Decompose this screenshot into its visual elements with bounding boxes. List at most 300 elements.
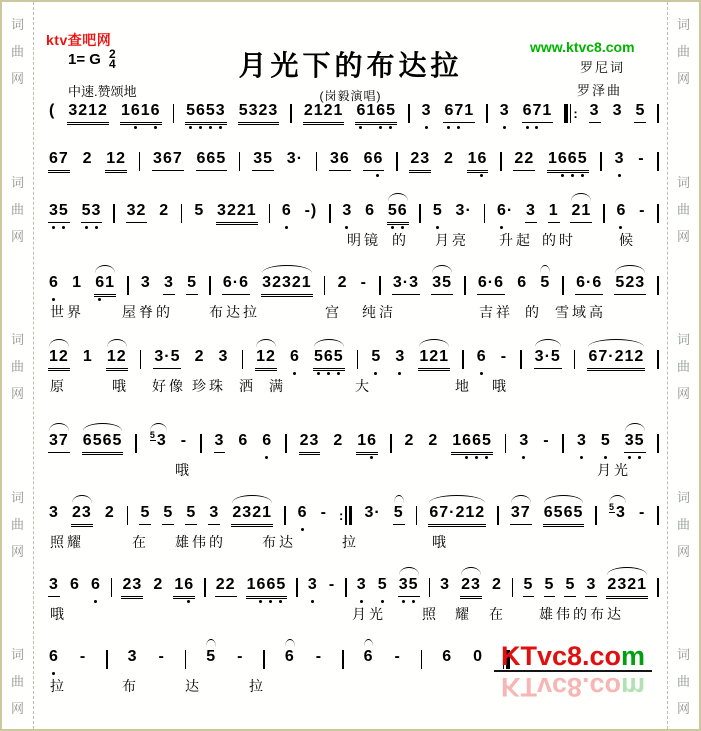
dash-note: - (328, 576, 336, 593)
note-group: 3212 (67, 102, 109, 125)
barline-thin (657, 151, 659, 171)
note-group: 5653 (185, 102, 227, 125)
note-group: 5 (185, 504, 197, 525)
barline-thin (185, 649, 187, 669)
note-group: 16 (467, 150, 489, 173)
note-group: 2 (333, 432, 344, 449)
note-group: 32 (126, 202, 148, 223)
note-group: 6 (363, 648, 375, 668)
lyric-word: 雪域高 (555, 304, 606, 320)
note-group: 5 (162, 504, 174, 525)
lyric-word: 拉 (50, 678, 67, 694)
note-group: 6 (262, 432, 273, 449)
note-group: 3 (48, 576, 60, 597)
barline-thin (379, 275, 381, 295)
note-group: 6 (69, 576, 80, 593)
barline-thin (181, 203, 183, 223)
note-group: 1665 (547, 150, 589, 173)
lyric-word: 照耀 (50, 534, 84, 550)
barline-thin (290, 103, 292, 123)
lyric-word: 的 (525, 304, 542, 320)
side-watermark-char: 曲 (676, 359, 690, 374)
side-watermark-char: 曲 (676, 516, 690, 532)
lyric-word: 世界 (50, 304, 84, 320)
lyric-word: 候 (619, 232, 636, 248)
note-group: 5 (564, 576, 576, 597)
barline-thin (408, 103, 410, 123)
dash-note: - (79, 648, 87, 665)
notes-row (48, 576, 659, 602)
side-watermark-text (2, 172, 33, 245)
barline-thin (263, 649, 265, 669)
note-group: 3 (612, 102, 623, 119)
dash-note: - (639, 504, 646, 521)
logo-m: m (621, 641, 646, 671)
side-watermark-char: 曲 (10, 359, 24, 374)
note-group: 1 (72, 274, 82, 291)
note-group: 16 (356, 432, 378, 455)
note-group: 6565 (543, 504, 585, 527)
note-group: 2 (104, 504, 115, 521)
lyric-word: 拉 (249, 678, 266, 694)
lyric-word: 耀 (455, 606, 472, 622)
note-group: 6 (284, 648, 296, 668)
lyric-word: 雄伟的 (175, 534, 226, 550)
notes-row (48, 102, 659, 128)
barline-thin (600, 151, 602, 171)
lyric-word: 布达拉 (209, 304, 260, 320)
lyric-word: 屋脊的 (122, 304, 173, 320)
note-group: 1 (548, 202, 560, 223)
note-group: 37 (510, 504, 532, 525)
note-group: 3 (163, 274, 175, 295)
performer-credit: (岗毅演唱) (319, 89, 382, 103)
side-watermark-char: 词 (10, 647, 24, 662)
side-watermark-char: 曲 (10, 201, 24, 217)
note-group: 2 (337, 274, 348, 291)
note-group: 37 (48, 432, 70, 453)
barline-thin (657, 349, 659, 369)
note-group: 2 (194, 348, 205, 365)
lyric-word: 原 (50, 378, 67, 394)
note-group: -) (304, 202, 318, 219)
note-group: 6 (616, 202, 627, 219)
barline-thin (329, 203, 331, 223)
dash-note: - (543, 432, 550, 449)
note-group: 22 (215, 576, 237, 597)
note-group: 6 (517, 274, 528, 291)
note-group: 3 (499, 102, 510, 119)
side-watermark-char: 词 (10, 489, 24, 505)
barline-thin (127, 275, 129, 295)
side-watermark-char: 网 (676, 386, 690, 401)
note-group: 23 (460, 576, 482, 599)
barline-thin (113, 203, 115, 223)
barline-thin (562, 275, 564, 295)
notes-row (48, 150, 659, 176)
side-watermark-text (2, 487, 33, 560)
barline-thin (520, 349, 522, 369)
note-group: 6 (49, 648, 59, 665)
barline-thin (574, 349, 576, 369)
lyric-word: 在 (489, 606, 506, 622)
note-group: 21 (570, 202, 592, 223)
note-group: 2321 (231, 504, 273, 527)
dash-note: - (394, 648, 401, 665)
barline-thin (657, 433, 659, 453)
notes-row (48, 504, 659, 530)
note-group: 53 (81, 202, 103, 223)
note-group: 5 (523, 576, 535, 597)
side-watermark-text (668, 644, 699, 717)
lyric-word: 吉祥 (479, 304, 513, 320)
lyric-word: 宫 (325, 304, 342, 320)
ktvc8-logo[interactable] (494, 642, 652, 701)
grace-note: 5 (149, 430, 156, 440)
note-group: 3 (576, 432, 587, 449)
note-group: 3 (421, 102, 432, 119)
note-group: 6· (496, 202, 514, 219)
note-group: 56 (387, 202, 409, 225)
note-group: 2 (443, 150, 454, 167)
barline-thin (657, 577, 659, 597)
lyrics-row (50, 460, 659, 478)
site-url-link[interactable]: www.ktvc8.com (530, 39, 635, 55)
note-group: 121 (418, 348, 450, 371)
note-group: 3 (525, 202, 537, 223)
dash-note: - (180, 432, 188, 449)
note-group: 0 (473, 648, 483, 665)
note-group: 3 (49, 504, 59, 521)
note-group: 3 (307, 576, 318, 593)
logo-dotco: .co (582, 641, 622, 671)
note-group: 5 (393, 504, 405, 525)
barline-thin (497, 505, 499, 525)
note-group: 12 (255, 348, 277, 371)
note-group: 3 (208, 504, 220, 525)
notes-row (48, 648, 510, 674)
note-group: 2 (428, 432, 439, 449)
lyric-word: 月光 (597, 462, 631, 478)
tempo-marking: 中速.赞颂地 (68, 84, 137, 99)
logo-reflection: KTvc8.com (500, 672, 646, 702)
note-group: 3·5 (534, 348, 562, 369)
side-watermark-char: 网 (676, 71, 690, 86)
barline-thin (429, 577, 431, 597)
note-group: 16 (173, 576, 195, 599)
barline-thin (464, 275, 466, 295)
note-group: 3 (614, 150, 625, 167)
note-group: 36 (329, 150, 351, 171)
barline-thin (284, 505, 286, 525)
note-group: 6·6 (575, 274, 603, 295)
note-group: 12 (48, 348, 70, 371)
lyrics-row (50, 604, 659, 622)
meter-numerator: 2 (108, 47, 116, 61)
note-group: 3· (364, 504, 381, 521)
side-watermark-char: 网 (676, 543, 690, 559)
lyric-word: 纯洁 (362, 304, 396, 320)
barline-thin (140, 349, 142, 369)
lyric-word: 拉 (342, 534, 359, 550)
side-watermark-char: 网 (10, 543, 24, 559)
barline-thin (657, 103, 659, 123)
lyric-word: 照 (422, 606, 439, 622)
side-watermark-text (668, 487, 699, 560)
lyric-word: 满 (269, 378, 286, 394)
side-watermark-char: 曲 (676, 674, 690, 689)
side-watermark-char: 词 (676, 332, 690, 347)
note-group: 12 (105, 150, 127, 173)
note-group: 3·5 (153, 348, 181, 369)
note-group: $^5$3 (149, 432, 168, 453)
side-watermark-text (668, 329, 699, 402)
lyric-word: 好像 (152, 378, 186, 394)
note-group: 3 (127, 648, 138, 665)
note-group: 67·212 (587, 348, 645, 371)
notes-row (48, 348, 659, 374)
barline-thin (657, 203, 659, 223)
note-group: 565 (313, 348, 345, 371)
side-watermark-char: 词 (10, 174, 24, 190)
meter-denominator: 4 (108, 57, 116, 71)
side-watermark-char: 网 (676, 701, 690, 716)
right-border-strip (667, 2, 699, 729)
barline-thin (200, 433, 202, 453)
note-group: 1 (82, 348, 93, 365)
barline-close: : (339, 505, 352, 525)
note-group: 5 (544, 576, 556, 597)
side-watermark-char: 词 (676, 647, 690, 662)
music-line (48, 274, 659, 320)
left-border-strip (2, 2, 34, 729)
side-watermark-char: 词 (10, 17, 24, 32)
note-group: 1665 (246, 576, 288, 599)
lyrics-row (50, 532, 659, 550)
music-line (48, 502, 659, 550)
note-group: 6 (281, 202, 292, 219)
barline-thin (242, 349, 244, 369)
note-group: 3221 (216, 202, 258, 225)
lyric-word: 哦 (50, 606, 67, 622)
note-group: 6 (365, 202, 376, 219)
dash-note: - (638, 150, 645, 167)
note-group: 3 (356, 576, 367, 593)
barline-thin (562, 433, 564, 453)
lyric-word: 珍珠 (192, 378, 226, 394)
logo-text (494, 642, 652, 670)
lyric-word: 洒 (239, 378, 256, 394)
note-group: 5 (371, 348, 382, 365)
note-group: 67 (48, 150, 70, 173)
note-group: 5 (194, 202, 205, 219)
side-watermark-char: 词 (676, 174, 690, 190)
lyric-word: 达 (185, 678, 202, 694)
dash-note: - (237, 648, 244, 665)
dash-note: - (158, 648, 165, 665)
music-line (48, 576, 659, 622)
lyric-word: 在 (132, 534, 149, 550)
note-group: 35 (48, 202, 70, 223)
note-group: 5 (600, 432, 611, 449)
barline-thin (603, 203, 605, 223)
note-group: 3 (140, 274, 151, 291)
barline-thin (204, 577, 206, 597)
note-group: 6 (442, 648, 453, 665)
note-group: 3· (455, 202, 472, 219)
barline-thin (396, 151, 398, 171)
barline-thin (324, 275, 326, 295)
song-title: 月光下的布达拉 (238, 50, 463, 81)
note-group: 6165 (355, 102, 397, 125)
dash-note: - (320, 504, 327, 521)
music-line (48, 348, 659, 394)
barline-thin (484, 203, 486, 223)
note-group: 66 (363, 150, 385, 171)
dash-note: - (639, 202, 646, 219)
lyric-word: 布 (122, 678, 139, 694)
note-group: 6·6 (477, 274, 505, 295)
note-group: 5 (186, 274, 198, 295)
note-group: $^5$3 (608, 504, 627, 525)
note-group: 3 (218, 348, 229, 365)
barline-thin (209, 275, 211, 295)
note-group: 61 (94, 274, 116, 297)
barline-thin (421, 649, 423, 669)
barline-thin (342, 649, 344, 669)
lyric-word: 大 (355, 378, 372, 394)
barline-thin (106, 649, 108, 669)
ktv-site-badge[interactable]: ktv查吧网 (46, 32, 112, 48)
side-watermark-char: 曲 (10, 44, 24, 59)
note-group: 3 (519, 432, 530, 449)
note-group: 5 (634, 102, 646, 123)
note-group: 2 (82, 150, 93, 167)
note-group: 22 (513, 150, 535, 171)
barline-thin (345, 577, 347, 597)
note-group: 6·6 (222, 274, 250, 295)
lyric-word: 的 (392, 232, 409, 248)
notes-row (48, 274, 659, 300)
barline-thin (416, 505, 418, 525)
note-group: 665 (196, 150, 228, 171)
barline-thin (357, 349, 359, 369)
lyric-word: 明镜 (347, 232, 381, 248)
note-group: 6 (90, 576, 101, 593)
barline-thin (111, 577, 113, 597)
barline-thin (135, 433, 137, 453)
note-group: 23 (71, 504, 93, 527)
notes-row (48, 202, 659, 228)
note-group: 23 (409, 150, 431, 173)
side-watermark-text (668, 172, 699, 245)
side-watermark-text (2, 329, 33, 402)
barline-thin (657, 275, 659, 295)
barline-thin (657, 505, 659, 525)
note-group: 23 (299, 432, 321, 455)
note-group: 32321 (261, 274, 313, 297)
note-group: 2 (492, 576, 502, 593)
lyrics-row (50, 302, 659, 320)
note-group: 2 (404, 432, 415, 449)
lyric-word: 雄伟的布达 (539, 606, 624, 622)
lyric-word: 哦 (432, 534, 449, 550)
music-line (48, 430, 659, 478)
dash-note: - (360, 274, 367, 291)
note-group: 2 (159, 202, 170, 219)
music-line (48, 150, 659, 176)
note-group: 5323 (238, 102, 280, 125)
lyric-word: 布达 (262, 534, 296, 550)
lyric-word: 哦 (175, 462, 192, 478)
side-watermark-char: 网 (10, 71, 24, 86)
note-group: 3· (286, 150, 304, 167)
lyric-word: 月光 (352, 606, 386, 622)
barline-thin (285, 433, 287, 453)
lyrics-row (50, 376, 659, 394)
note-group: 5 (205, 648, 217, 668)
note-group: 35 (624, 432, 646, 453)
side-watermark-char: 曲 (676, 201, 690, 217)
note-group: 2 (153, 576, 164, 593)
note-group: 5 (139, 504, 151, 525)
note-group: 1616 (120, 102, 162, 125)
barline-thin (127, 505, 129, 525)
barline-thin (500, 151, 502, 171)
note-group: 523 (614, 274, 646, 295)
side-watermark-char: 词 (676, 489, 690, 505)
barline-thin (419, 203, 421, 223)
lyric-word: 哦 (112, 378, 129, 394)
note-group: 6 (290, 348, 300, 365)
side-watermark-text (2, 644, 33, 717)
barline-thin (316, 151, 318, 171)
barline-thin (139, 151, 141, 171)
barline-thin (595, 505, 597, 525)
logo-main: KTvc8 (500, 641, 582, 671)
side-watermark-char: 网 (10, 701, 24, 716)
side-watermark-char: 曲 (10, 674, 24, 689)
lyric-word: 的时 (542, 232, 576, 248)
side-watermark-char: 网 (676, 228, 690, 244)
side-watermark-char: 曲 (10, 516, 24, 532)
barline-open: : (564, 103, 577, 123)
music-line (48, 202, 659, 248)
note-group: 6 (297, 504, 308, 521)
side-watermark-char: 网 (10, 228, 24, 244)
note-group: 35 (252, 150, 274, 171)
grace-note: 5 (609, 502, 616, 512)
note-group: 671 (522, 102, 554, 123)
note-group: 3 (214, 432, 226, 453)
barline-thin (505, 433, 507, 453)
dash-note: - (500, 348, 508, 365)
note-group: 6565 (82, 432, 124, 455)
notes-row (48, 432, 659, 458)
note-group: 6 (476, 348, 487, 365)
note-group: 3 (395, 348, 406, 365)
barline-thin (296, 577, 298, 597)
note-group: 6 (238, 432, 249, 449)
lyrics-row (50, 230, 659, 248)
note-group: 12 (106, 348, 128, 371)
lyricist-credit: 罗尼词 (580, 60, 626, 75)
note-group: 1665 (451, 432, 493, 455)
side-watermark-char: 词 (10, 332, 24, 347)
note-group: ( (49, 102, 56, 119)
note-group: 5 (432, 202, 443, 219)
music-line (48, 102, 659, 128)
